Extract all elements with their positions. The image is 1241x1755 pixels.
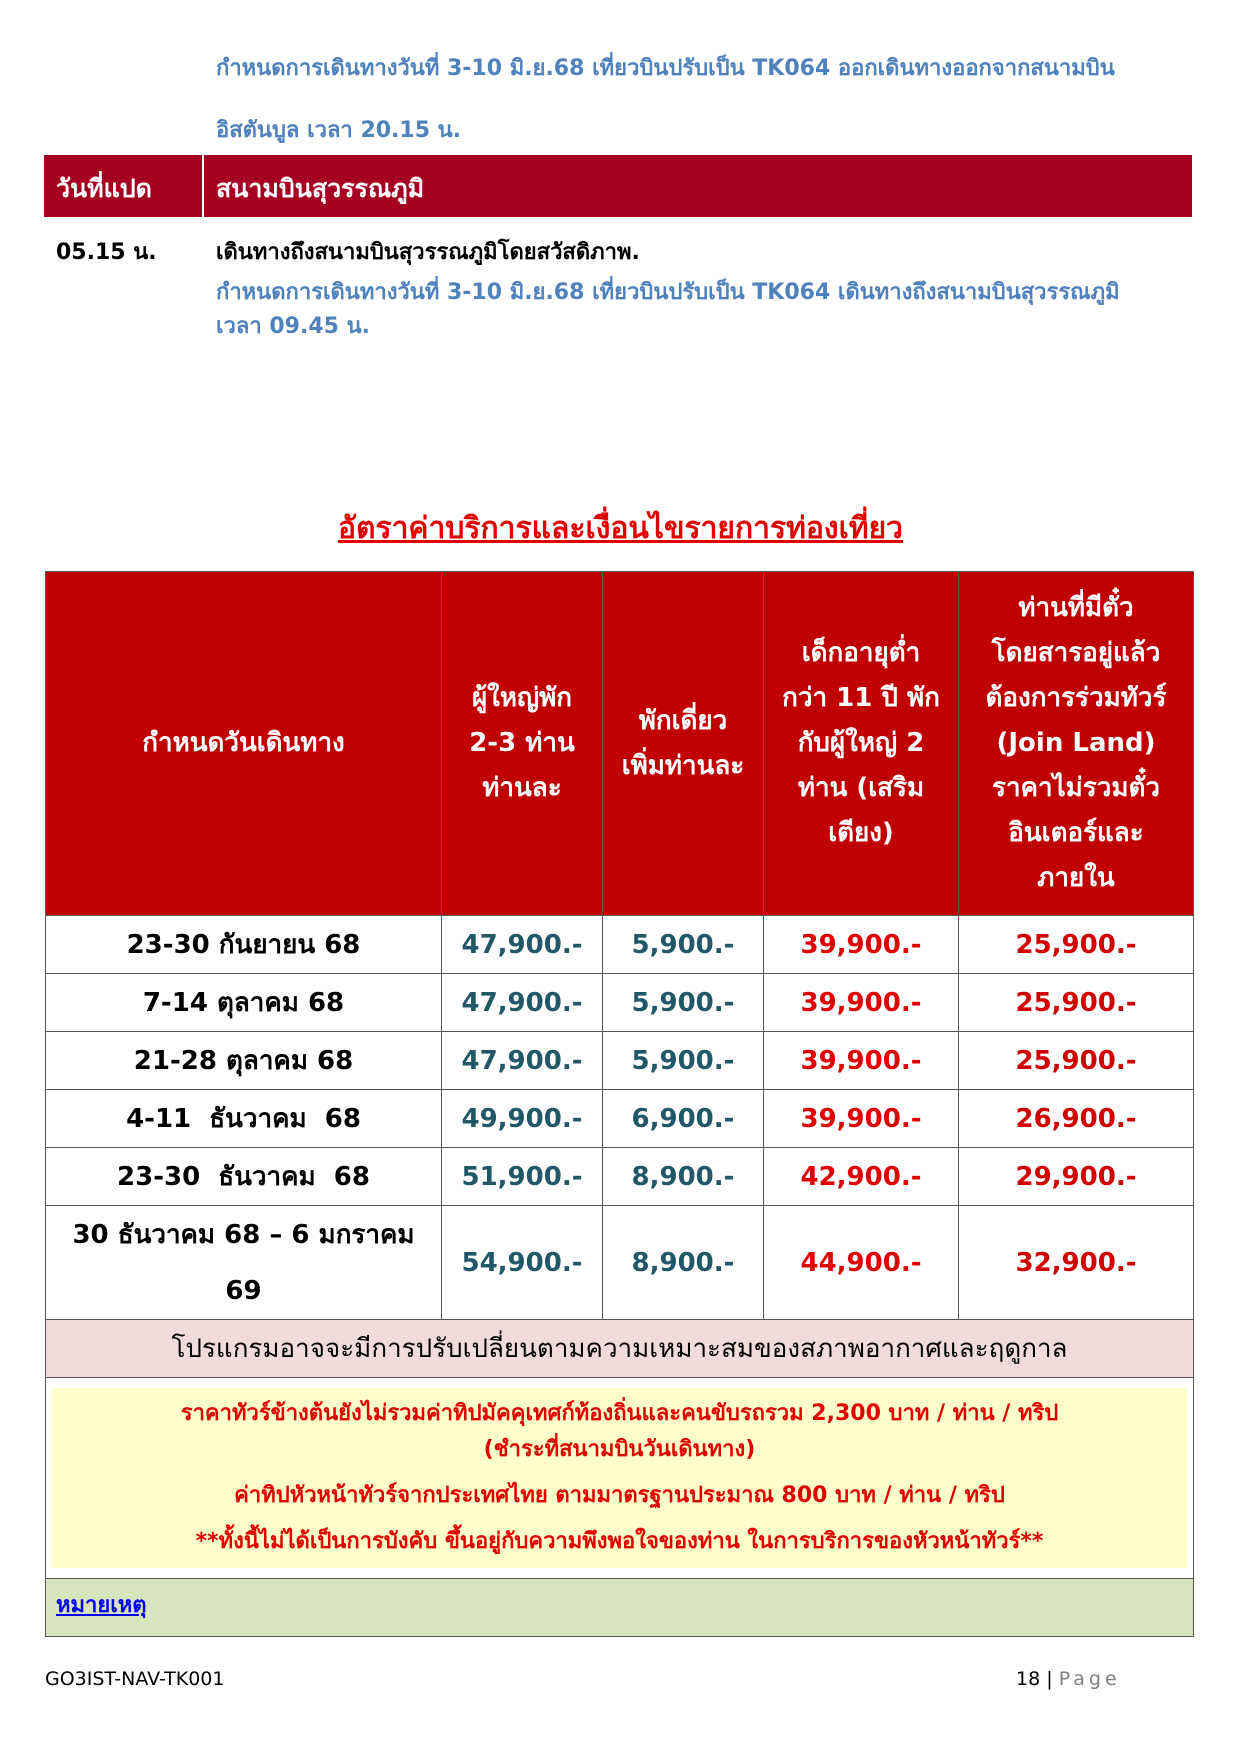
top-flight-note-line1: กำหนดการเดินทางวันที่ 3-10 มิ.ย.68 เที่ยวบินปรับเป็น TK064 ออกเดินทางออกจากสนามบิน — [216, 56, 1115, 81]
table-row — [46, 1206, 1194, 1320]
table-row — [46, 974, 1194, 1032]
tips-box — [52, 1388, 1187, 1568]
table-row — [46, 1148, 1194, 1206]
header-adult-price: ผู้ใหญ่พัก 2-3 ท่าน ท่านละ — [442, 572, 603, 916]
row-date: 23-30 ธันวาคม 68 — [46, 1148, 442, 1206]
row-single-price: 5,900.- — [603, 1032, 764, 1090]
row-adult-price: 54,900.- — [442, 1206, 603, 1320]
tips-line1: ราคาทัวร์ข้างต้นยังไม่รวมค่าทิปมัคคุเทศก์ท้องถิ่นและคนขับรถรวม 2,300 บาท / ท่าน / ทริป — [180, 1401, 1059, 1426]
row-child-price: 39,900.- — [764, 1090, 959, 1148]
table-row — [46, 916, 1194, 974]
remark-cell — [46, 1579, 1194, 1637]
row-join-price: 32,900.- — [959, 1206, 1194, 1320]
header-join-land-price: ท่านที่มีตั๋ว โดยสารอยู่แล้ว ต้องการร่วมทัวร์ (Join Land) ราคาไม่รวมตั๋ว อินเตอร์และ ภายใน — [959, 572, 1194, 916]
row-single-price: 8,900.- — [603, 1206, 764, 1320]
row-child-price: 44,900.- — [764, 1206, 959, 1320]
tips-row — [46, 1378, 1194, 1579]
tips-line4: **ทั้งนี้ไม่ได้เป็นการบังคับ ขึ้นอยู่กับความพึงพอใจของท่าน ในการบริการของหัวหน้าทัวร์** — [195, 1529, 1044, 1554]
remark-link[interactable]: หมายเหตุ — [56, 1593, 147, 1618]
table-row — [46, 1032, 1194, 1090]
header-travel-date: กำหนดวันเดินทาง — [46, 572, 442, 916]
row-date: 23-30 กันยายน 68 — [46, 916, 442, 974]
row-date: 7-14 ตุลาคม 68 — [46, 974, 442, 1032]
schedule-description: เดินทางถึงสนามบินสุวรรณภูมิโดยสวัสดิภาพ. — [216, 240, 640, 265]
day-bar-divider — [202, 155, 204, 217]
page-separator: | — [1046, 1668, 1053, 1690]
schedule-flight-note — [216, 276, 1196, 344]
remark-row — [46, 1579, 1194, 1637]
day-location: สนามบินสุวรรณภูมิ — [216, 174, 425, 203]
row-single-price: 5,900.- — [603, 916, 764, 974]
footer-page — [1016, 1668, 1121, 1690]
page-word: Page — [1058, 1668, 1121, 1690]
footer-doc-code: GO3IST-NAV-TK001 — [45, 1668, 225, 1690]
row-single-price: 8,900.- — [603, 1148, 764, 1206]
program-note: โปรแกรมอาจจะมีการปรับเปลี่ยนตามความเหมาะสมของสภาพอากาศและฤดูกาล — [46, 1320, 1194, 1378]
price-table — [45, 571, 1194, 1637]
top-flight-note-line2: อิสตันบูล เวลา 20.15 น. — [216, 118, 462, 143]
price-section-title: อัตราค่าบริการและเงื่อนไขรายการท่องเที่ยว — [337, 511, 904, 546]
row-adult-price: 51,900.- — [442, 1148, 603, 1206]
header-child-price: เด็กอายุต่ำ กว่า 11 ปี พัก กับผู้ใหญ่ 2 ท่าน (เสริม เตียง) — [764, 572, 959, 916]
row-adult-price: 49,900.- — [442, 1090, 603, 1148]
row-date: 30 ธันวาคม 68 – 6 มกราคม 69 — [46, 1206, 442, 1320]
row-date: 4-11 ธันวาคม 68 — [46, 1090, 442, 1148]
price-table-header — [46, 572, 1194, 916]
table-row — [46, 1090, 1194, 1148]
row-child-price: 39,900.- — [764, 1032, 959, 1090]
schedule-flight-note-line1: กำหนดการเดินทางวันที่ 3-10 มิ.ย.68 เที่ยวบินปรับเป็น TK064 เดินทางถึงสนามบินสุวรรณภูมิ — [216, 280, 1120, 305]
page-number: 18 — [1016, 1668, 1041, 1690]
row-join-price: 25,900.- — [959, 1032, 1194, 1090]
row-child-price: 39,900.- — [764, 916, 959, 974]
row-adult-price: 47,900.- — [442, 974, 603, 1032]
row-child-price: 39,900.- — [764, 974, 959, 1032]
row-adult-price: 47,900.- — [442, 1032, 603, 1090]
row-join-price: 25,900.- — [959, 974, 1194, 1032]
tips-line2: (ชำระที่สนามบินวันเดินทาง) — [483, 1437, 756, 1462]
row-child-price: 42,900.- — [764, 1148, 959, 1206]
row-single-price: 5,900.- — [603, 974, 764, 1032]
schedule-flight-note-line2: เวลา 09.45 น. — [216, 314, 371, 339]
tips-cell — [46, 1378, 1194, 1579]
row-single-price: 6,900.- — [603, 1090, 764, 1148]
day-header-bar — [44, 155, 1192, 217]
schedule-time: 05.15 น. — [56, 240, 157, 265]
row-join-price: 29,900.- — [959, 1148, 1194, 1206]
header-single-supplement: พักเดี่ยว เพิ่มท่านละ — [603, 572, 764, 916]
row-join-price: 26,900.- — [959, 1090, 1194, 1148]
row-adult-price: 47,900.- — [442, 916, 603, 974]
row-date: 21-28 ตุลาคม 68 — [46, 1032, 442, 1090]
program-note-row — [46, 1320, 1194, 1378]
day-label: วันที่แปด — [56, 174, 152, 203]
top-flight-note — [216, 38, 1196, 162]
tips-line3: ค่าทิปหัวหน้าทัวร์จากประเทศไทย ตามมาตรฐานประมาณ 800 บาท / ท่าน / ทริป — [234, 1483, 1005, 1508]
row-join-price: 25,900.- — [959, 916, 1194, 974]
